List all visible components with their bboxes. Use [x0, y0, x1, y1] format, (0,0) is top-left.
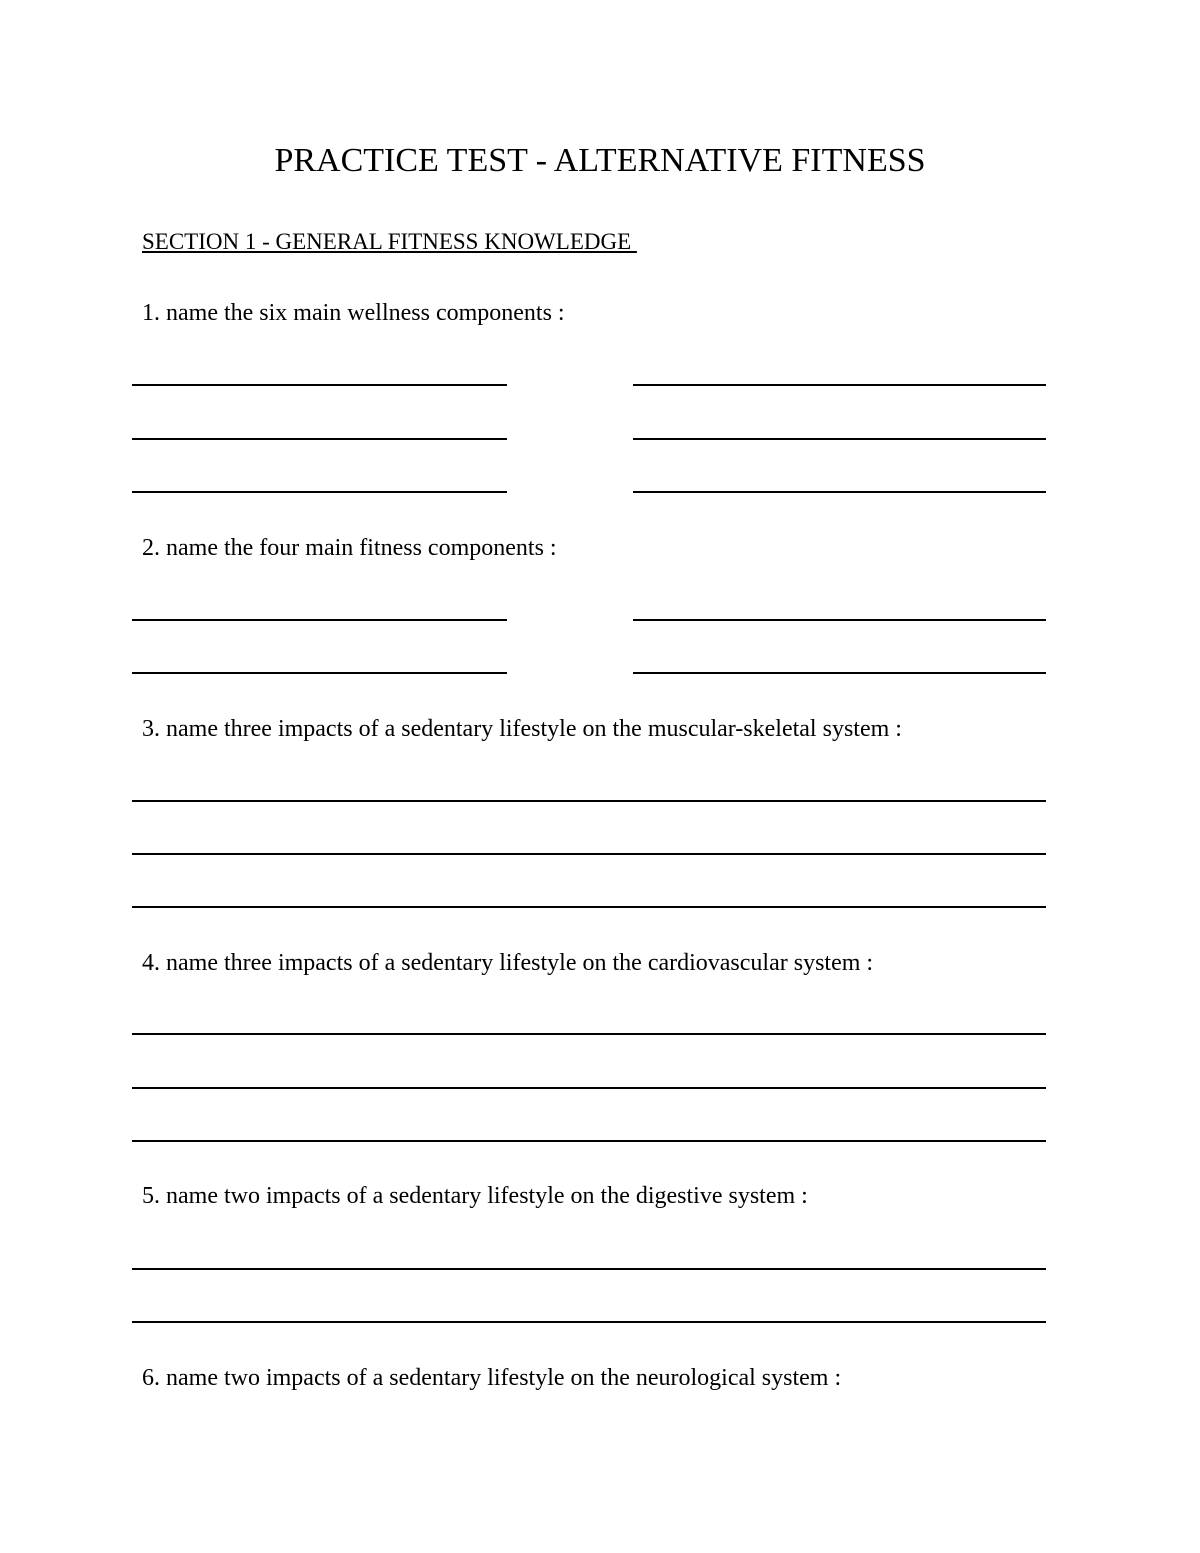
answer-line[interactable]	[633, 491, 1046, 493]
answer-line[interactable]	[132, 1087, 1046, 1089]
answer-line[interactable]	[132, 906, 1046, 908]
answer-line[interactable]	[633, 384, 1046, 386]
answer-line[interactable]	[132, 1140, 1046, 1142]
answer-line[interactable]	[132, 619, 507, 621]
answer-line[interactable]	[132, 1321, 1046, 1323]
question-5: 5. name two impacts of a sedentary lifestyle on the digestive system :	[142, 1183, 808, 1209]
question-2: 2. name the four main fitness components :	[142, 535, 557, 561]
answer-line[interactable]	[633, 438, 1046, 440]
question-4: 4. name three impacts of a sedentary lifestyle on the cardiovascular system :	[142, 950, 874, 976]
answer-line[interactable]	[633, 672, 1046, 674]
answer-line[interactable]	[132, 1033, 1046, 1035]
question-1: 1. name the six main wellness components :	[142, 300, 565, 326]
answer-line[interactable]	[633, 619, 1046, 621]
question-6: 6. name two impacts of a sedentary lifestyle on the neurological system :	[142, 1365, 842, 1391]
page-title: PRACTICE TEST - ALTERNATIVE FITNESS	[274, 142, 926, 179]
answer-line[interactable]	[132, 853, 1046, 855]
answer-line[interactable]	[132, 438, 507, 440]
answer-line[interactable]	[132, 384, 507, 386]
answer-line[interactable]	[132, 1268, 1046, 1270]
section-heading: SECTION 1 - GENERAL FITNESS KNOWLEDGE	[142, 229, 637, 254]
question-3: 3. name three impacts of a sedentary lifestyle on the muscular-skeletal system :	[142, 716, 902, 742]
answer-line[interactable]	[132, 491, 507, 493]
answer-line[interactable]	[132, 800, 1046, 802]
answer-line[interactable]	[132, 672, 507, 674]
